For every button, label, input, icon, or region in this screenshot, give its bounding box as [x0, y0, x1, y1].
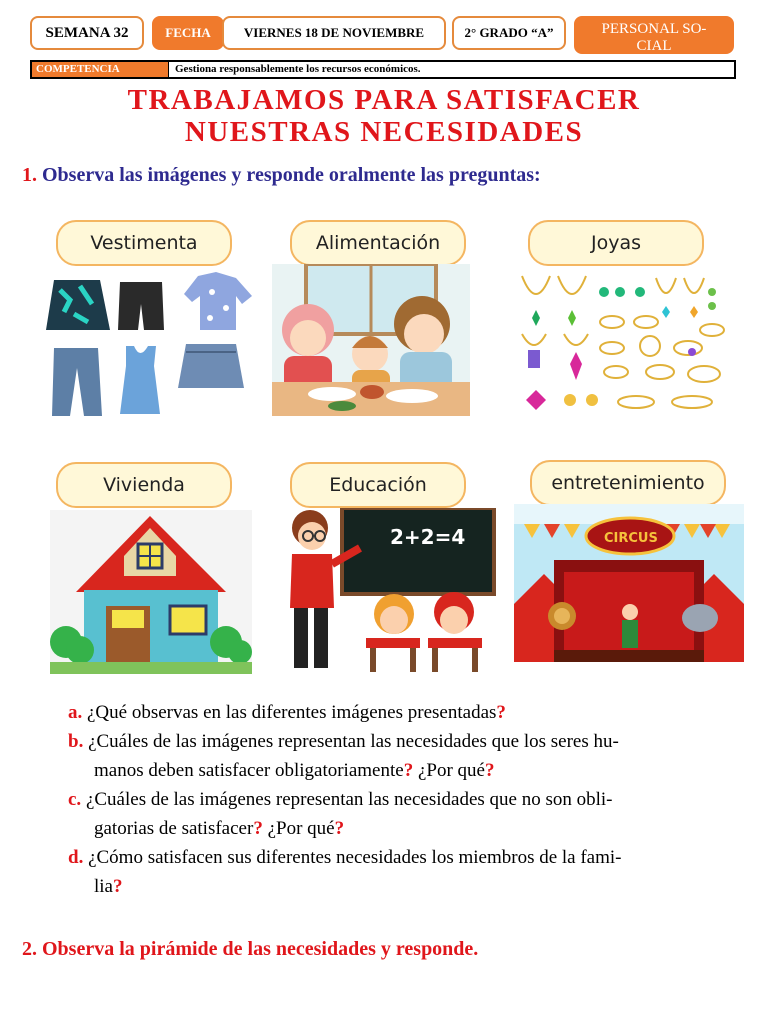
food-image: [272, 264, 470, 416]
jewelry-image: [516, 272, 730, 416]
date-value-box: [222, 16, 446, 50]
question-1-number: 1.: [22, 164, 37, 186]
page-title-line-2: NUESTRAS NECESIDADES: [184, 116, 584, 148]
date-label: FECHA: [165, 25, 211, 40]
date-label-box: [152, 16, 224, 50]
question-b: b. ¿Cuáles de las imágenes representan las necesidades que los seres hu-: [68, 731, 619, 752]
questions-list: [68, 698, 748, 901]
house-image: [50, 510, 252, 674]
area-value: PERSONAL SO- CIAL: [601, 21, 707, 54]
label-joyas: Joyas: [528, 220, 704, 266]
grade-box: [452, 16, 566, 50]
week-label: SEMANA 32: [45, 24, 129, 41]
competency-text: Gestiona responsablemente los recursos económicos.: [175, 63, 421, 75]
question-a: a. ¿Qué observas en las diferentes imágenes presentadas?: [68, 702, 506, 723]
area-box: [574, 16, 734, 54]
competency-label: COMPETENCIA: [32, 62, 169, 77]
question-c-cont: gatorias de satisfacer? ¿Por qué?: [94, 818, 345, 839]
label-alimentacion: Alimentación: [290, 220, 466, 266]
question-c: c. ¿Cuáles de las imágenes representan las necesidades que no son obli-: [68, 789, 613, 810]
page-title-line-1: TRABAJAMOS PARA SATISFACER: [127, 84, 641, 116]
label-entretenimiento: entretenimiento: [530, 460, 726, 506]
circus-sign-text: CIRCUS: [604, 531, 658, 546]
circus-image: [514, 504, 744, 662]
competency-row: [30, 60, 736, 79]
blackboard-text: 2+2=4: [390, 525, 466, 549]
question-b-cont: manos deben satisfacer obligatoriamente? ¿Por qué?: [94, 760, 495, 781]
question-d-cont: lia?: [94, 876, 123, 897]
question-2-heading: 2. Observa la pirámide de las necesidades y responde.: [22, 938, 479, 960]
grade-value: 2° GRADO “A”: [464, 25, 554, 40]
question-1-heading: [22, 164, 541, 187]
question-d: d. ¿Cómo satisfacen sus diferentes necesidades los miembros de la fami-: [68, 847, 622, 868]
clothing-image: [40, 270, 262, 420]
question-1-text: Observa las imágenes y responde oralmente las preguntas:: [37, 164, 541, 186]
label-educacion: Educación: [290, 462, 466, 508]
label-vivienda: Vivienda: [56, 462, 232, 508]
label-vestimenta: Vestimenta: [56, 220, 232, 266]
week-box: [30, 16, 144, 50]
education-image: [274, 508, 498, 672]
date-value: VIERNES 18 DE NOVIEMBRE: [243, 25, 425, 40]
